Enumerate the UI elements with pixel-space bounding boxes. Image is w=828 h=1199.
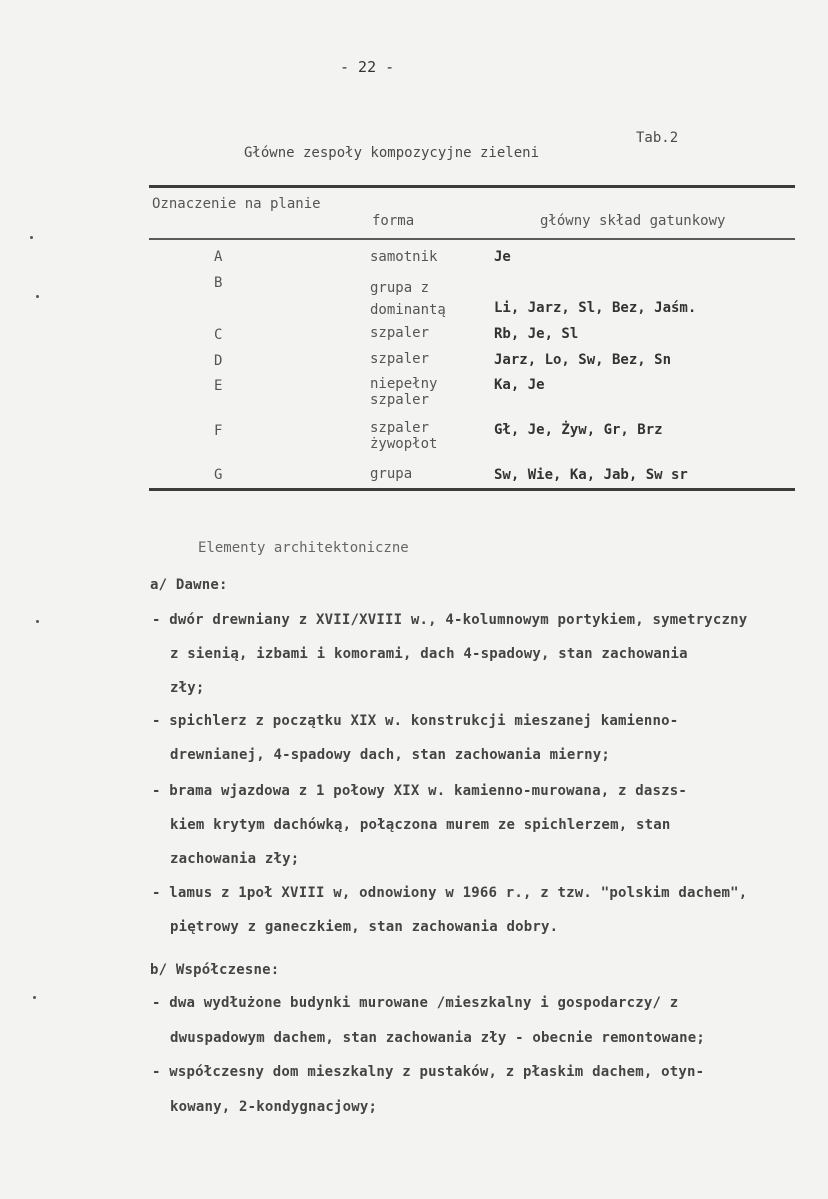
margin-mark — [36, 295, 39, 298]
item-line: kowany, 2-kondygnacjowy; — [170, 1099, 378, 1115]
item-line: z sienią, izbami i komorami, dach 4-spadowy, stan zachowania — [170, 646, 688, 662]
table-cell-code: D — [214, 353, 223, 369]
table-cell-code: G — [214, 467, 223, 483]
table-cell-species: Ka, Je — [494, 377, 545, 393]
subsection-label-old: a/ Dawne: — [150, 577, 228, 593]
margin-mark — [36, 620, 39, 623]
table-cell-species: Je — [494, 249, 511, 265]
table-cell-code: B — [214, 275, 223, 291]
table-cell-species: Sw, Wie, Ka, Jab, Sw sr — [494, 467, 688, 483]
table-cell-species: Rb, Je, Sl — [494, 326, 579, 342]
table-cell-code: E — [214, 378, 223, 394]
table-cell-form: szpaler — [370, 351, 430, 367]
table-cell-species: Jarz, Lo, Sw, Bez, Sn — [494, 352, 672, 368]
table-header-form: forma — [372, 213, 415, 229]
table-number: Tab.2 — [636, 130, 679, 146]
item-line: drewnianej, 4-spadowy dach, stan zachowania mierny; — [170, 747, 611, 763]
table-cell-form: niepełny szpaler — [370, 376, 438, 408]
item-line: - brama wjazdowa z 1 połowy XIX w. kamienno-murowana, z daszs- — [152, 783, 687, 799]
item-line: dwuspadowym dachem, stan zachowania zły - obecnie remontowane; — [170, 1030, 705, 1046]
table-cell-form: grupa z dominantą — [370, 280, 446, 318]
margin-mark — [33, 996, 36, 999]
item-line: - dwa wydłużone budynki murowane /mieszkalny i gospodarczy/ z — [152, 995, 679, 1011]
table-header-species: główny skład gatunkowy — [540, 213, 726, 229]
table-cell-species: Li, Jarz, Sl, Bez, Jaśm. — [494, 300, 697, 316]
table-header-rule — [149, 238, 795, 240]
section-heading: Elementy architektoniczne — [198, 540, 409, 556]
margin-mark — [30, 236, 33, 239]
table-bottom-rule — [149, 488, 795, 491]
item-line: - dwór drewniany z XVII/XVIII w., 4-kolumnowym portykiem, symetryczny — [152, 612, 748, 628]
table-cell-code: C — [214, 327, 223, 343]
table-cell-code: A — [214, 249, 223, 265]
item-line: - spichlerz z początku XIX w. konstrukcji mieszanej kamienno- — [152, 713, 679, 729]
table-cell-form: grupa — [370, 466, 413, 482]
item-line: zachowania zły; — [170, 851, 300, 867]
item-line: kiem krytym dachówką, połączona murem ze spichlerzem, stan — [170, 817, 671, 833]
table-header-code: Oznaczenie na planie — [152, 196, 321, 212]
table-cell-form: szpaler żywopłot — [370, 420, 438, 452]
table-cell-species: Gł, Je, Żyw, Gr, Brz — [494, 422, 663, 438]
item-line: - lamus z 1poł XVIII w, odnowiony w 1966 r., z tzw. "polskim dachem", — [152, 885, 748, 901]
item-line: zły; — [170, 680, 205, 696]
table-top-rule — [149, 185, 795, 188]
page-number: - 22 - — [340, 58, 395, 76]
table-cell-code: F — [214, 423, 223, 439]
subsection-label-new: b/ Współczesne: — [150, 962, 280, 978]
table-cell-form: szpaler — [370, 325, 430, 341]
table-title: Główne zespoły kompozycyjne zieleni — [244, 145, 540, 161]
item-line: - współczesny dom mieszkalny z pustaków, z płaskim dachem, otyn- — [152, 1064, 705, 1080]
item-line: piętrowy z ganeczkiem, stan zachowania dobry. — [170, 919, 559, 935]
table-cell-form: samotnik — [370, 249, 438, 265]
